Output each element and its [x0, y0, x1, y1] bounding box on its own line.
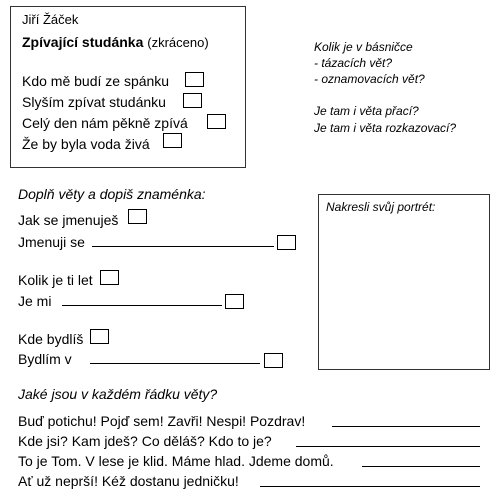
- types-row-3: To je Tom. V lese je klid. Máme hlad. Jdeme domů.: [18, 453, 334, 469]
- poem-line-1: Kdo mě budí ze spánku: [22, 73, 170, 89]
- question-imperative: Je tam i věta rozkazovací?: [314, 121, 457, 135]
- answer-line[interactable]: [260, 486, 480, 487]
- answer-line[interactable]: [90, 363, 260, 364]
- types-row-1: Buď potichu! Pojď sem! Zavři! Nespi! Pozdrav!: [18, 413, 306, 429]
- portrait-label: Nakresli svůj portrét:: [326, 200, 436, 214]
- poem-title: Zpívající studánka: [22, 34, 144, 50]
- portrait-box[interactable]: [318, 194, 490, 370]
- punctuation-box[interactable]: [225, 294, 244, 309]
- poem-author: Jiří Žáček: [22, 12, 79, 27]
- question-declarative: - oznamovacích vět?: [314, 72, 425, 86]
- punctuation-box[interactable]: [128, 209, 147, 224]
- poem-note: (zkráceno): [147, 35, 209, 50]
- complete-question-3: Kde bydlíš: [18, 331, 84, 347]
- punctuation-box[interactable]: [163, 133, 182, 148]
- punctuation-box[interactable]: [277, 235, 296, 250]
- answer-line[interactable]: [362, 466, 480, 467]
- answer-line[interactable]: [332, 426, 480, 427]
- answer-line[interactable]: [62, 305, 222, 306]
- answer-line[interactable]: [92, 246, 274, 247]
- types-row-2: Kde jsi? Kam jdeš? Co děláš? Kdo to je?: [18, 433, 272, 449]
- complete-answer-3: Bydlím v: [18, 351, 72, 367]
- complete-heading: Doplň věty a dopiš znaménka:: [18, 186, 206, 202]
- poem-line-2: Slyším zpívat studánku: [22, 94, 166, 110]
- question-interrogative: - tázacích vět?: [314, 56, 393, 70]
- complete-question-2: Kolik je ti let: [18, 272, 93, 288]
- punctuation-box[interactable]: [264, 353, 283, 368]
- question-optative: Je tam i věta přací?: [314, 104, 419, 118]
- punctuation-box[interactable]: [90, 329, 109, 344]
- question-count: Kolik je v básničce: [314, 40, 413, 54]
- poem-line-4: Že by byla voda živá: [22, 136, 150, 152]
- poem-title-row: [22, 34, 209, 51]
- punctuation-box[interactable]: [183, 93, 202, 108]
- punctuation-box[interactable]: [100, 270, 119, 285]
- punctuation-box[interactable]: [207, 114, 226, 129]
- complete-answer-1: Jmenuji se: [18, 234, 85, 250]
- complete-answer-2: Je mi: [18, 293, 52, 309]
- punctuation-box[interactable]: [185, 72, 204, 87]
- types-row-4: Ať už neprší! Kéž dostanu jedničku!: [18, 473, 239, 489]
- poem-line-3: Celý den nám pěkně zpívá: [22, 115, 188, 131]
- complete-question-1: Jak se jmenuješ: [18, 212, 119, 228]
- answer-line[interactable]: [296, 446, 480, 447]
- types-heading: Jaké jsou v každém řádku věty?: [18, 386, 218, 402]
